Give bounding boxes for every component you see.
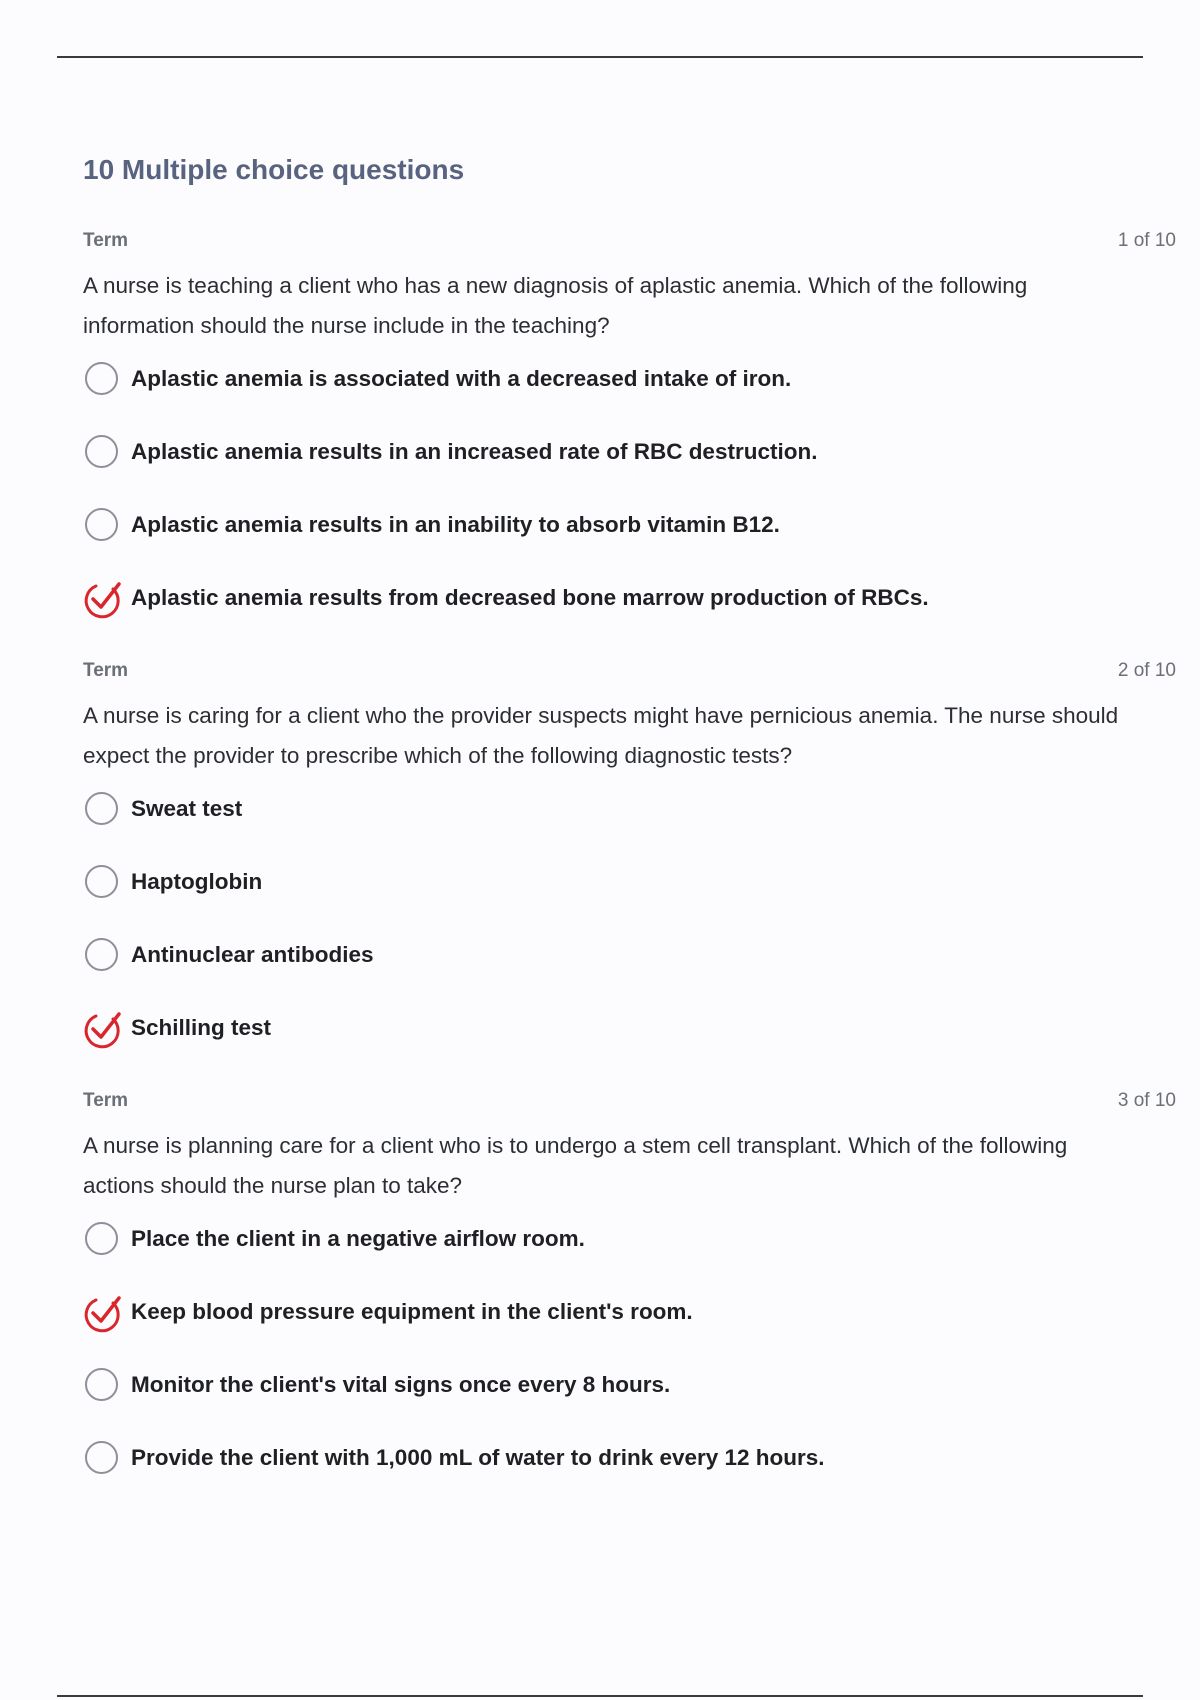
question-text: A nurse is planning care for a client who is to undergo a stem cell transplant. Which of the following actions should the nurse plan to take? xyxy=(83,1133,1068,1198)
answer-option[interactable] xyxy=(83,360,1176,433)
top-rule xyxy=(57,56,1143,58)
answer-option-label: Provide the client with 1,000 mL of water to drink every 12 hours. xyxy=(131,1445,825,1470)
answer-option-label: Sweat test xyxy=(131,796,243,821)
radio-circle-icon[interactable] xyxy=(83,936,120,973)
question-counter: 3 of 10 xyxy=(1117,1090,1176,1111)
checkmark-circle-icon[interactable] xyxy=(83,1293,120,1330)
radio-circle-icon[interactable] xyxy=(83,1366,120,1403)
radio-circle-icon[interactable] xyxy=(83,1439,120,1476)
answer-option-label: Aplastic anemia is associated with a decreased intake of iron. xyxy=(131,366,792,391)
radio-circle-icon[interactable] xyxy=(83,790,120,827)
page-title: 10 Multiple choice questions xyxy=(83,154,465,185)
answer-option-label: Aplastic anemia results in an increased rate of RBC destruction. xyxy=(131,439,818,464)
radio-circle-icon[interactable] xyxy=(83,506,120,543)
answer-option-label: Keep blood pressure equipment in the client's room. xyxy=(131,1299,693,1324)
answer-option[interactable] xyxy=(83,1220,1176,1293)
bottom-rule xyxy=(57,1695,1143,1697)
answer-option-label: Haptoglobin xyxy=(131,869,263,894)
answer-option-label: Antinuclear antibodies xyxy=(131,942,374,967)
term-label: Term xyxy=(83,1090,129,1111)
answer-option[interactable] xyxy=(83,863,1176,936)
checkmark-circle-icon[interactable] xyxy=(83,579,120,616)
answer-option-label: Schilling test xyxy=(131,1015,272,1040)
radio-circle-icon[interactable] xyxy=(83,433,120,470)
radio-circle-icon[interactable] xyxy=(83,360,120,397)
answer-options xyxy=(83,360,1176,652)
answer-option[interactable] xyxy=(83,936,1176,1009)
answer-option-label: Monitor the client's vital signs once every 8 hours. xyxy=(131,1372,671,1397)
answer-option[interactable] xyxy=(83,790,1176,863)
answer-option-correct[interactable] xyxy=(83,1293,1176,1366)
answer-option-correct[interactable] xyxy=(83,579,1176,652)
question-card-3 xyxy=(83,1088,1176,1512)
answer-option-label: Aplastic anemia results in an inability to absorb vitamin B12. xyxy=(131,512,780,537)
answer-options xyxy=(83,790,1176,1082)
answer-option[interactable] xyxy=(83,1439,1176,1512)
radio-circle-icon[interactable] xyxy=(83,863,120,900)
radio-circle-icon[interactable] xyxy=(83,1220,120,1257)
question-text: A nurse is caring for a client who the provider suspects might have pernicious anemia. The nurse should expect the provider to prescribe which of the following diagnostic tests? xyxy=(83,703,1119,768)
question-text: A nurse is teaching a client who has a new diagnosis of aplastic anemia. Which of the following information should the nurse include in the teaching? xyxy=(83,273,1028,338)
answer-option[interactable] xyxy=(83,433,1176,506)
question-card-1 xyxy=(83,228,1176,652)
term-label: Term xyxy=(83,660,129,681)
answer-option[interactable] xyxy=(83,1366,1176,1439)
answer-option-correct[interactable] xyxy=(83,1009,1176,1082)
checkmark-circle-icon[interactable] xyxy=(83,1009,120,1046)
question-counter: 2 of 10 xyxy=(1117,660,1176,681)
question-counter: 1 of 10 xyxy=(1117,230,1176,251)
answer-options xyxy=(83,1220,1176,1512)
answer-option-label: Place the client in a negative airflow room. xyxy=(131,1226,585,1251)
answer-option-label: Aplastic anemia results from decreased bone marrow production of RBCs. xyxy=(131,585,929,610)
question-card-2 xyxy=(83,658,1176,1082)
answer-option[interactable] xyxy=(83,506,1176,579)
term-label: Term xyxy=(83,230,129,251)
